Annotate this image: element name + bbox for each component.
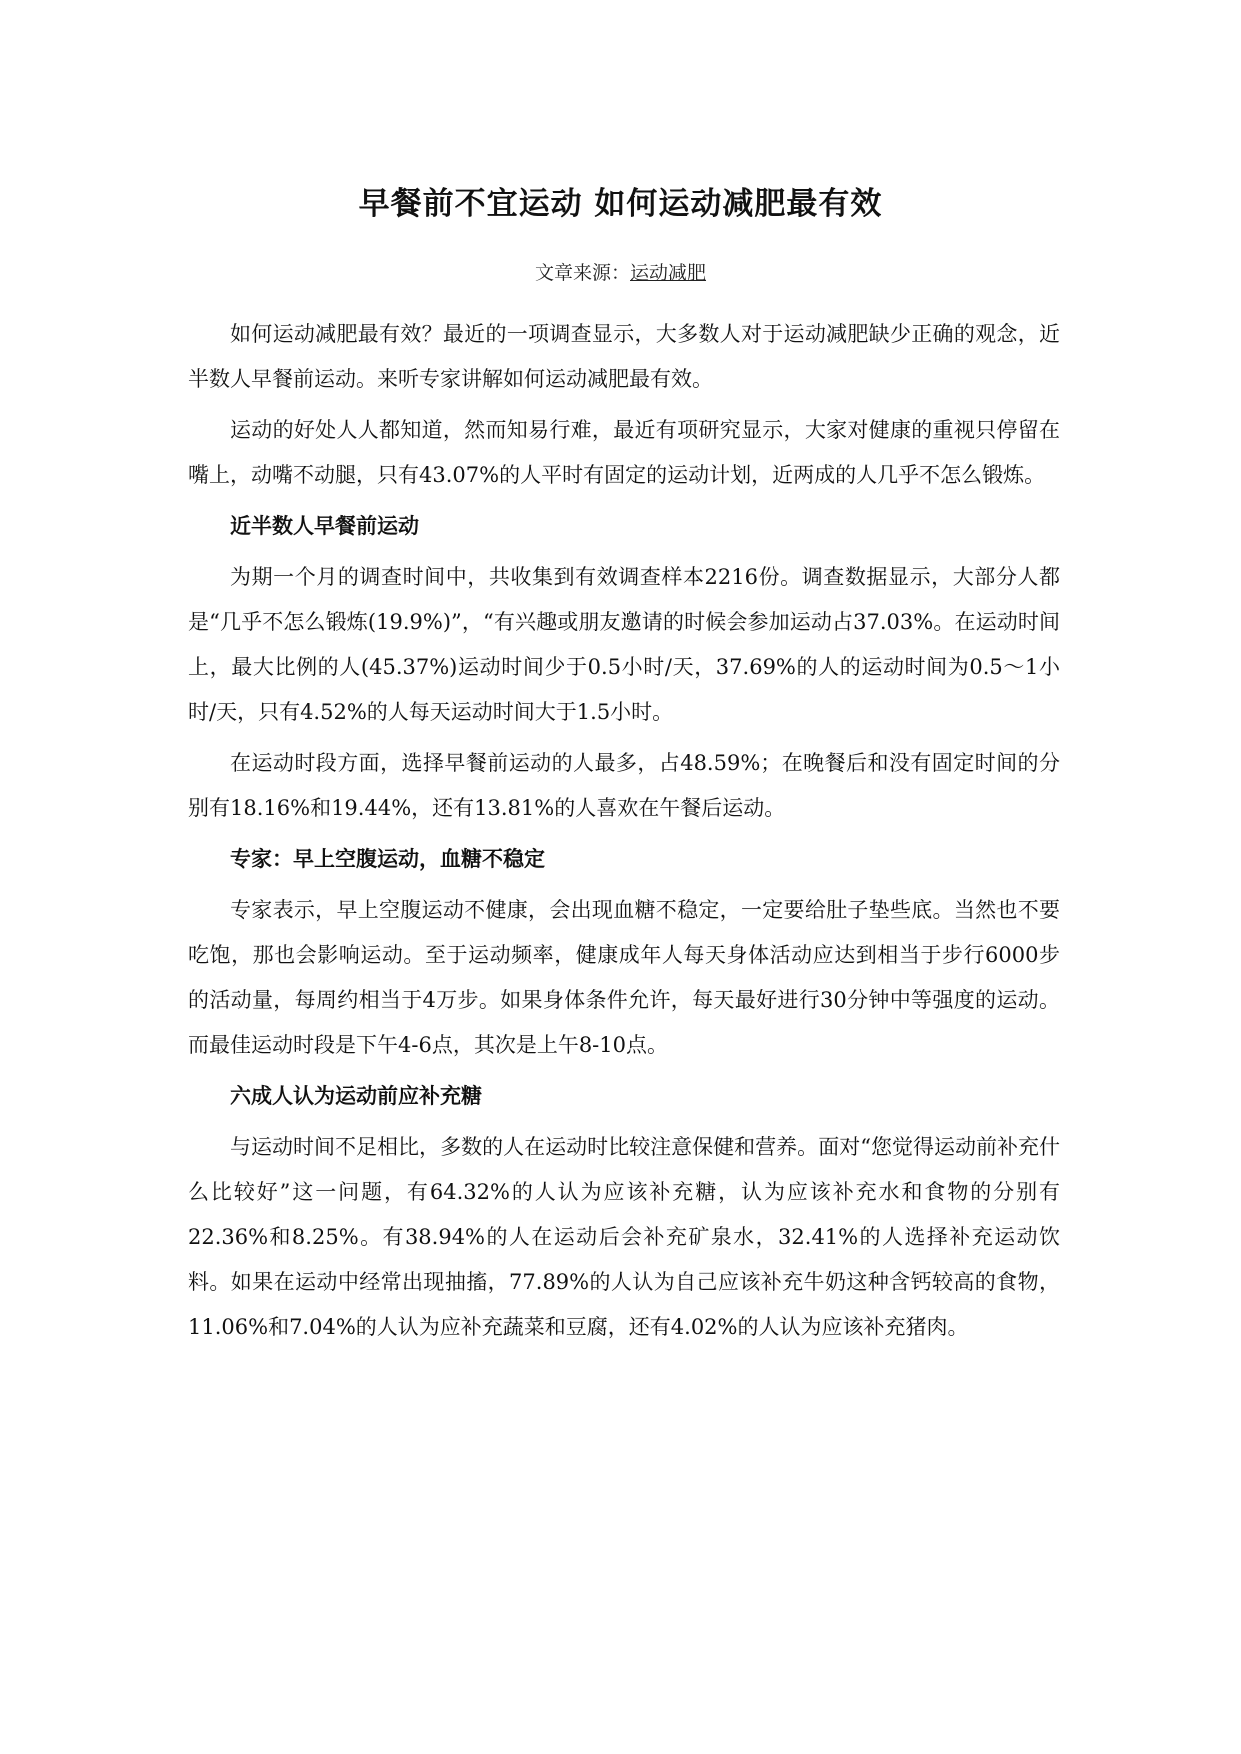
paragraph: 如何运动减肥最有效？最近的一项调查显示，大多数人对于运动减肥缺少正确的观念，近半数人早餐前运动。来听专家讲解如何运动减肥最有效。 xyxy=(188,322,1060,391)
source-label: 文章来源： xyxy=(534,262,630,284)
paragraph: 专家表示，早上空腹运动不健康，会出现血糖不稳定，一定要给肚子垫些底。当然也不要吃饱，那也会影响运动。至于运动频率，健康成年人每天身体活动应达到相当于步行6000步的活动量，每周约相当于4万步。如果身体条件允许，每天最好进行30分钟中等强度的运动。而最佳运动时段是下午4-6点，其次是上午8-10点。 xyxy=(188,898,1060,1057)
section-heading: 专家：早上空腹运动，血糖不稳定 xyxy=(230,847,545,871)
section-heading: 近半数人早餐前运动 xyxy=(230,514,419,538)
article-body xyxy=(188,312,1060,1356)
source-line xyxy=(0,258,1241,285)
section-heading: 六成人认为运动前应补充糖 xyxy=(230,1084,482,1108)
paragraph: 运动的好处人人都知道，然而知易行难，最近有项研究显示，大家对健康的重视只停留在嘴上，动嘴不动腿，只有43.07%的人平时有固定的运动计划，近两成的人几乎不怎么锻炼。 xyxy=(188,418,1060,487)
source-link[interactable]: 运动减肥 xyxy=(630,262,707,284)
paragraph: 与运动时间不足相比，多数的人在运动时比较注意保健和营养。面对“您觉得运动前补充什么比较好”这一问题，有64.32%的人认为应该补充糖，认为应该补充水和食物的分别有22.36%和8.25%。有38.94%的人在运动后会补充矿泉水，32.41%的人选择补充运动饮料。如果在运动中经常出现抽搐，77.89%的人认为自己应该补充牛奶这种含钙较高的食物，11.06%和7.04%的人认为应补充蔬菜和豆腐，还有4.02%的人认为应该补充猪肉。 xyxy=(188,1135,1060,1339)
paragraph: 在运动时段方面，选择早餐前运动的人最多，占48.59%；在晚餐后和没有固定时间的分别有18.16%和19.44%，还有13.81%的人喜欢在午餐后运动。 xyxy=(188,751,1060,820)
paragraph: 为期一个月的调查时间中，共收集到有效调查样本2216份。调查数据显示，大部分人都是“几乎不怎么锻炼(19.9%)”，“有兴趣或朋友邀请的时候会参加运动占37.03%。在运动时间上，最大比例的人(45.37%)运动时间少于0.5小时/天，37.69%的人的运动时间为0.5～1小时/天，只有4.52%的人每天运动时间大于1.5小时。 xyxy=(188,565,1060,724)
page-title: 早餐前不宜运动 如何运动减肥最有效 xyxy=(358,186,883,222)
